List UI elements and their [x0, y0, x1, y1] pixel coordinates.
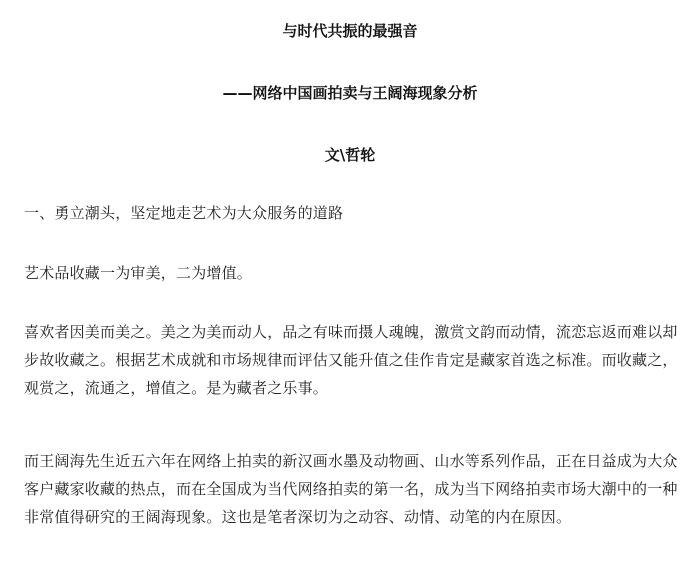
paragraph-1: 艺术品收藏一为审美，二为增值。	[24, 264, 253, 282]
section-heading: 一、勇立潮头，坚定地走艺术为大众服务的道路	[24, 204, 344, 222]
article-byline: 文\哲轮	[324, 146, 376, 164]
article-subtitle: ——网络中国画拍卖与王阔海现象分析	[222, 84, 478, 102]
paragraph-3: 而王阔海先生近五六年在网络上拍卖的新汉画水墨及动物画、山水等系列作品，正在日益成为大众客户藏家收藏的热点，而在全国成为当代网络拍卖的第一名，成为当下网络拍卖市场大潮中的一种非常值得研究的王阔海现象。这也是笔者深切为之动容、动情、动笔的内在原因。	[24, 452, 678, 526]
article-title: 与时代共振的最强音	[282, 22, 418, 40]
paragraph-2: 喜欢者因美而美之。美之为美而动人，品之有味而摄人魂魄，激赏文韵而动情，流恋忘返而难以却步故收藏之。根据艺术成就和市场规律而评估又能升值之佳作肯定是藏家首选之标准。而收藏之，观赏之，流通之，增值之。是为藏者之乐事。	[24, 323, 678, 397]
